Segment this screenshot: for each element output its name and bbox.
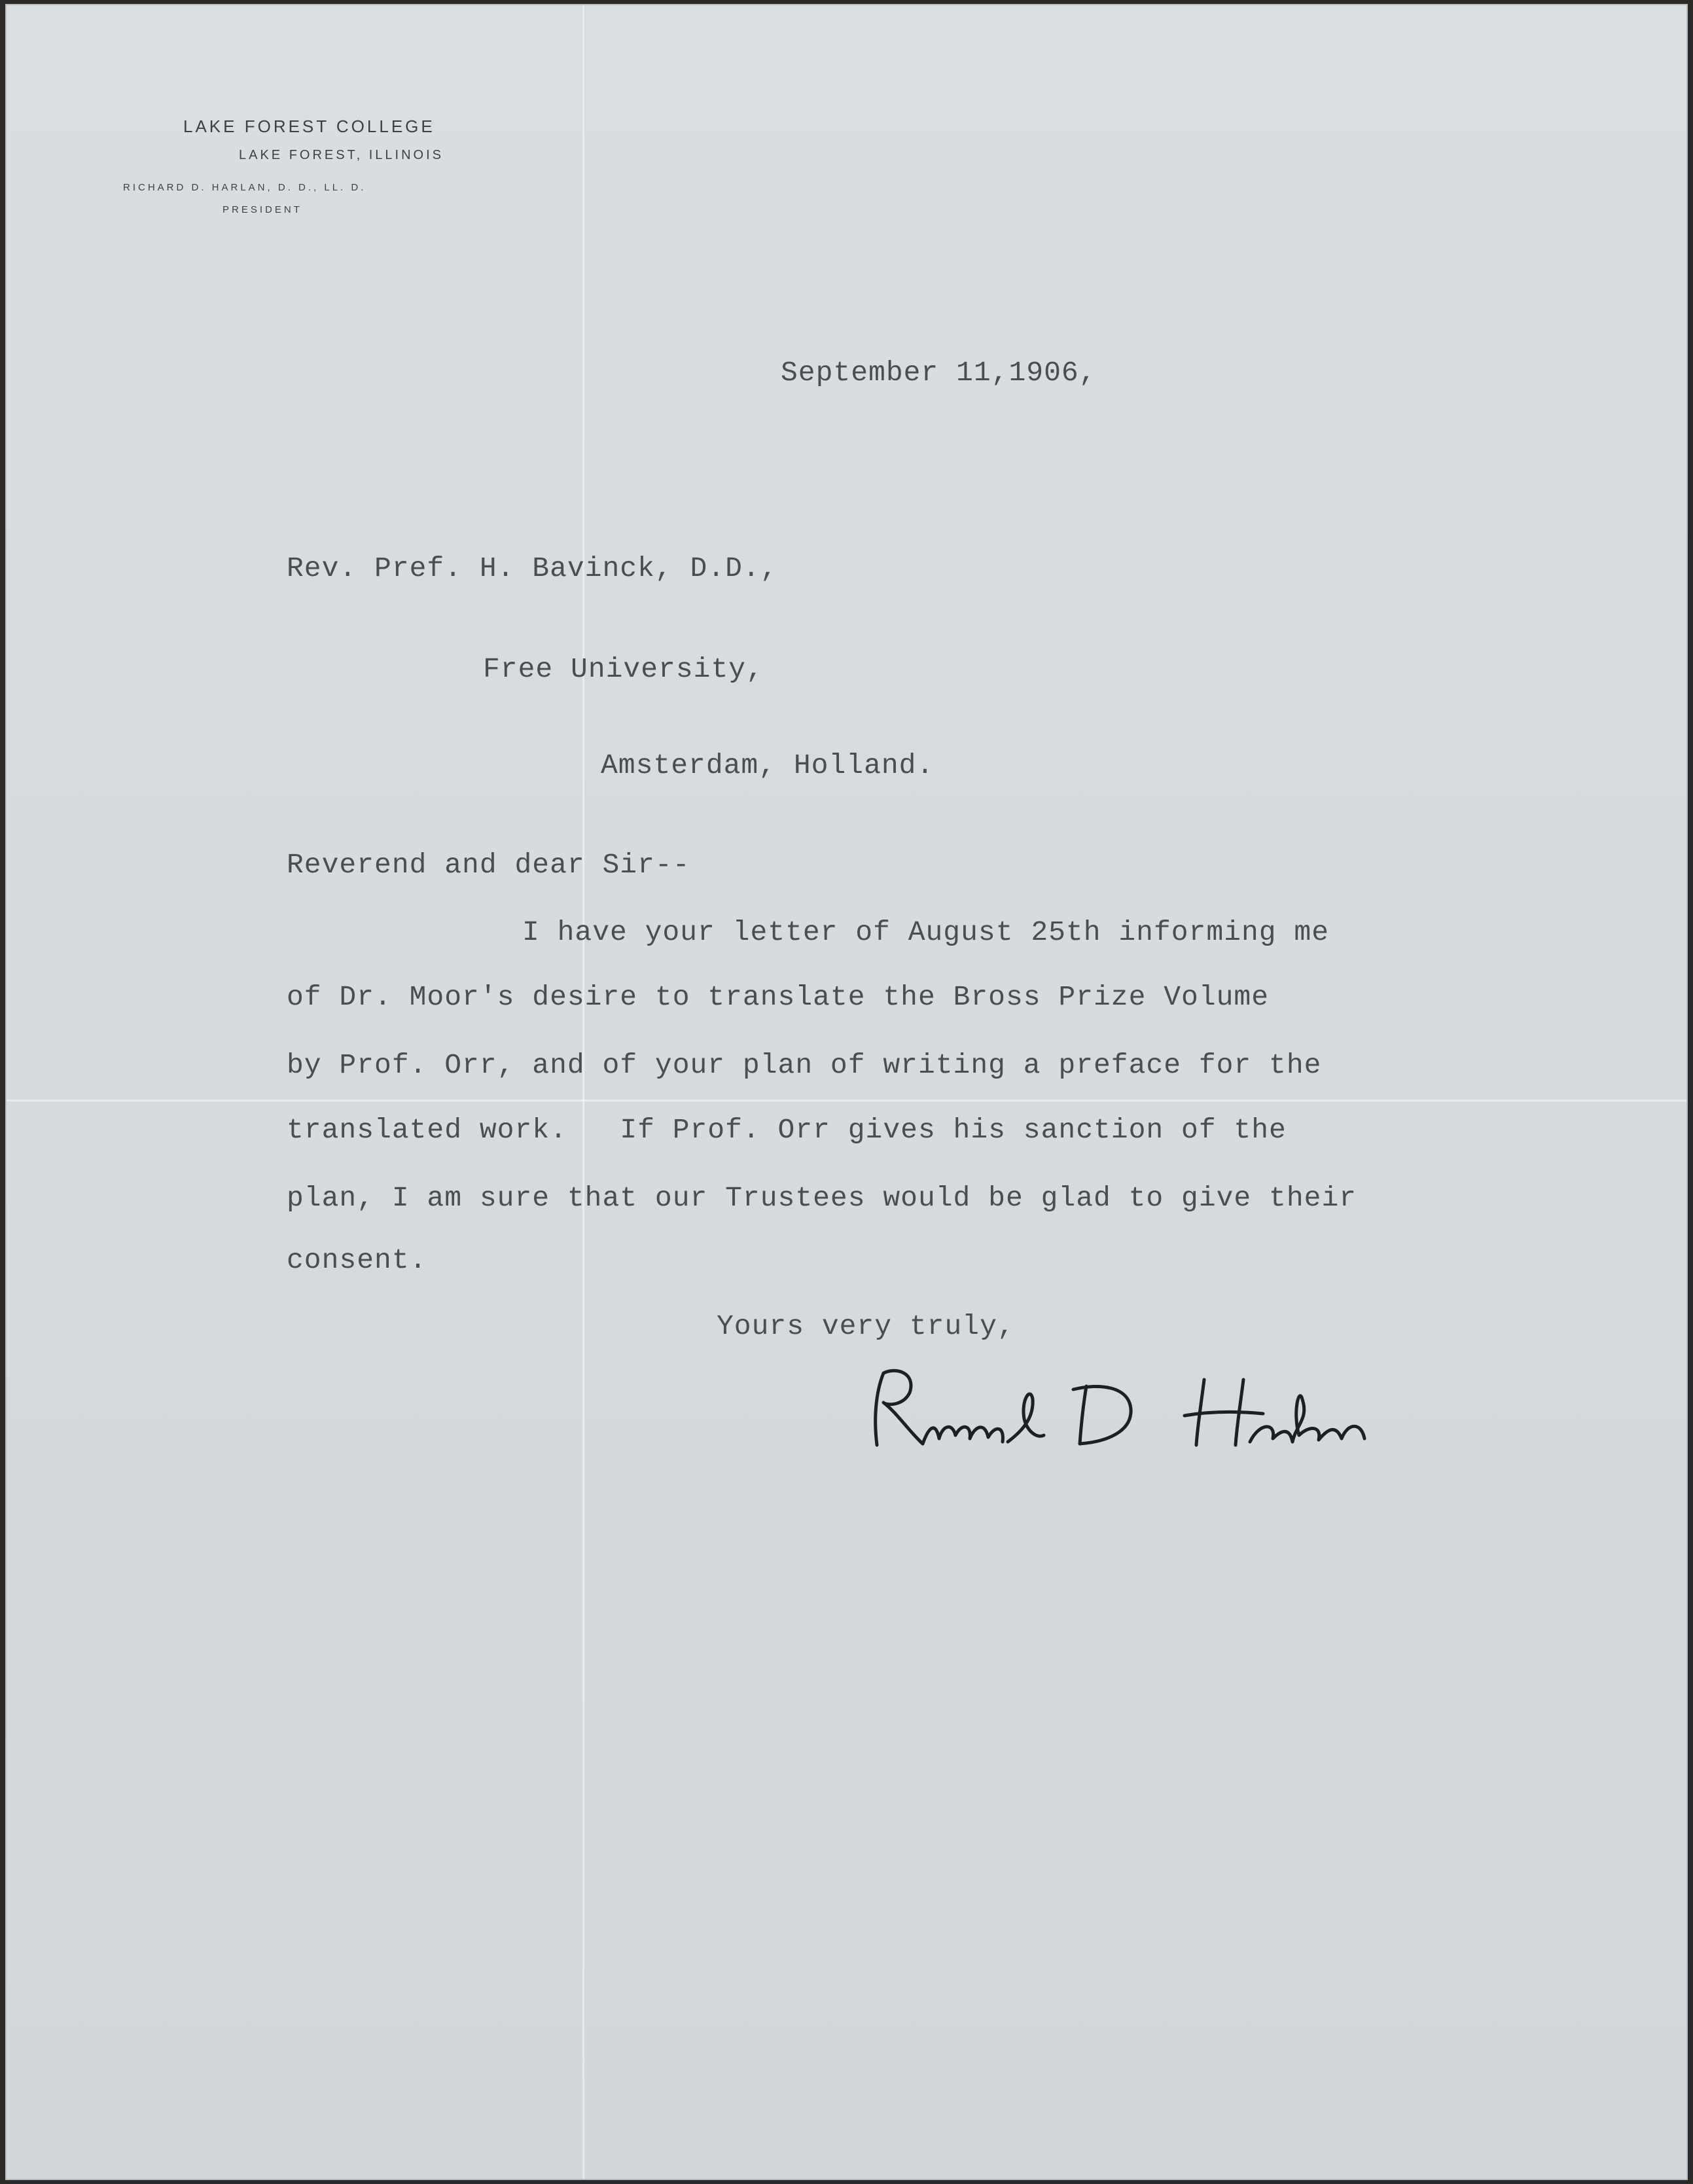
handwritten-signature — [857, 1360, 1420, 1458]
letter-page — [5, 4, 1688, 2180]
horizontal-fold-line — [7, 1100, 1686, 1101]
body-line-3: by Prof. Orr, and of your plan of writing a preface for the — [287, 1049, 1322, 1081]
recipient-line-2: Free University, — [483, 653, 764, 685]
salutation: Reverend and dear Sir-- — [287, 849, 690, 881]
closing: Yours very truly, — [717, 1310, 1015, 1342]
recipient-line-1: Rev. Pref. H. Bavinck, D.D., — [287, 552, 778, 584]
letter-date: September 11,1906, — [781, 357, 1097, 389]
body-line-5: plan, I am sure that our Trustees would be glad to give their — [287, 1182, 1357, 1214]
recipient-line-3: Amsterdam, Holland. — [601, 749, 935, 781]
body-line-1: I have your letter of August 25th informing me — [522, 916, 1329, 948]
body-line-2: of Dr. Moor's desire to translate the Bross Prize Volume — [287, 981, 1270, 1013]
vertical-fold-line — [582, 5, 584, 2179]
letterhead-officer-title: PRESIDENT — [223, 204, 302, 215]
letterhead-institution: LAKE FOREST COLLEGE — [183, 116, 435, 136]
letterhead-officer-name: RICHARD D. HARLAN, D. D., LL. D. — [123, 182, 366, 193]
letterhead-location: LAKE FOREST, ILLINOIS — [239, 148, 444, 162]
body-line-6: consent. — [287, 1244, 427, 1276]
body-line-4: translated work. If Prof. Orr gives his sanction of the — [287, 1114, 1287, 1146]
